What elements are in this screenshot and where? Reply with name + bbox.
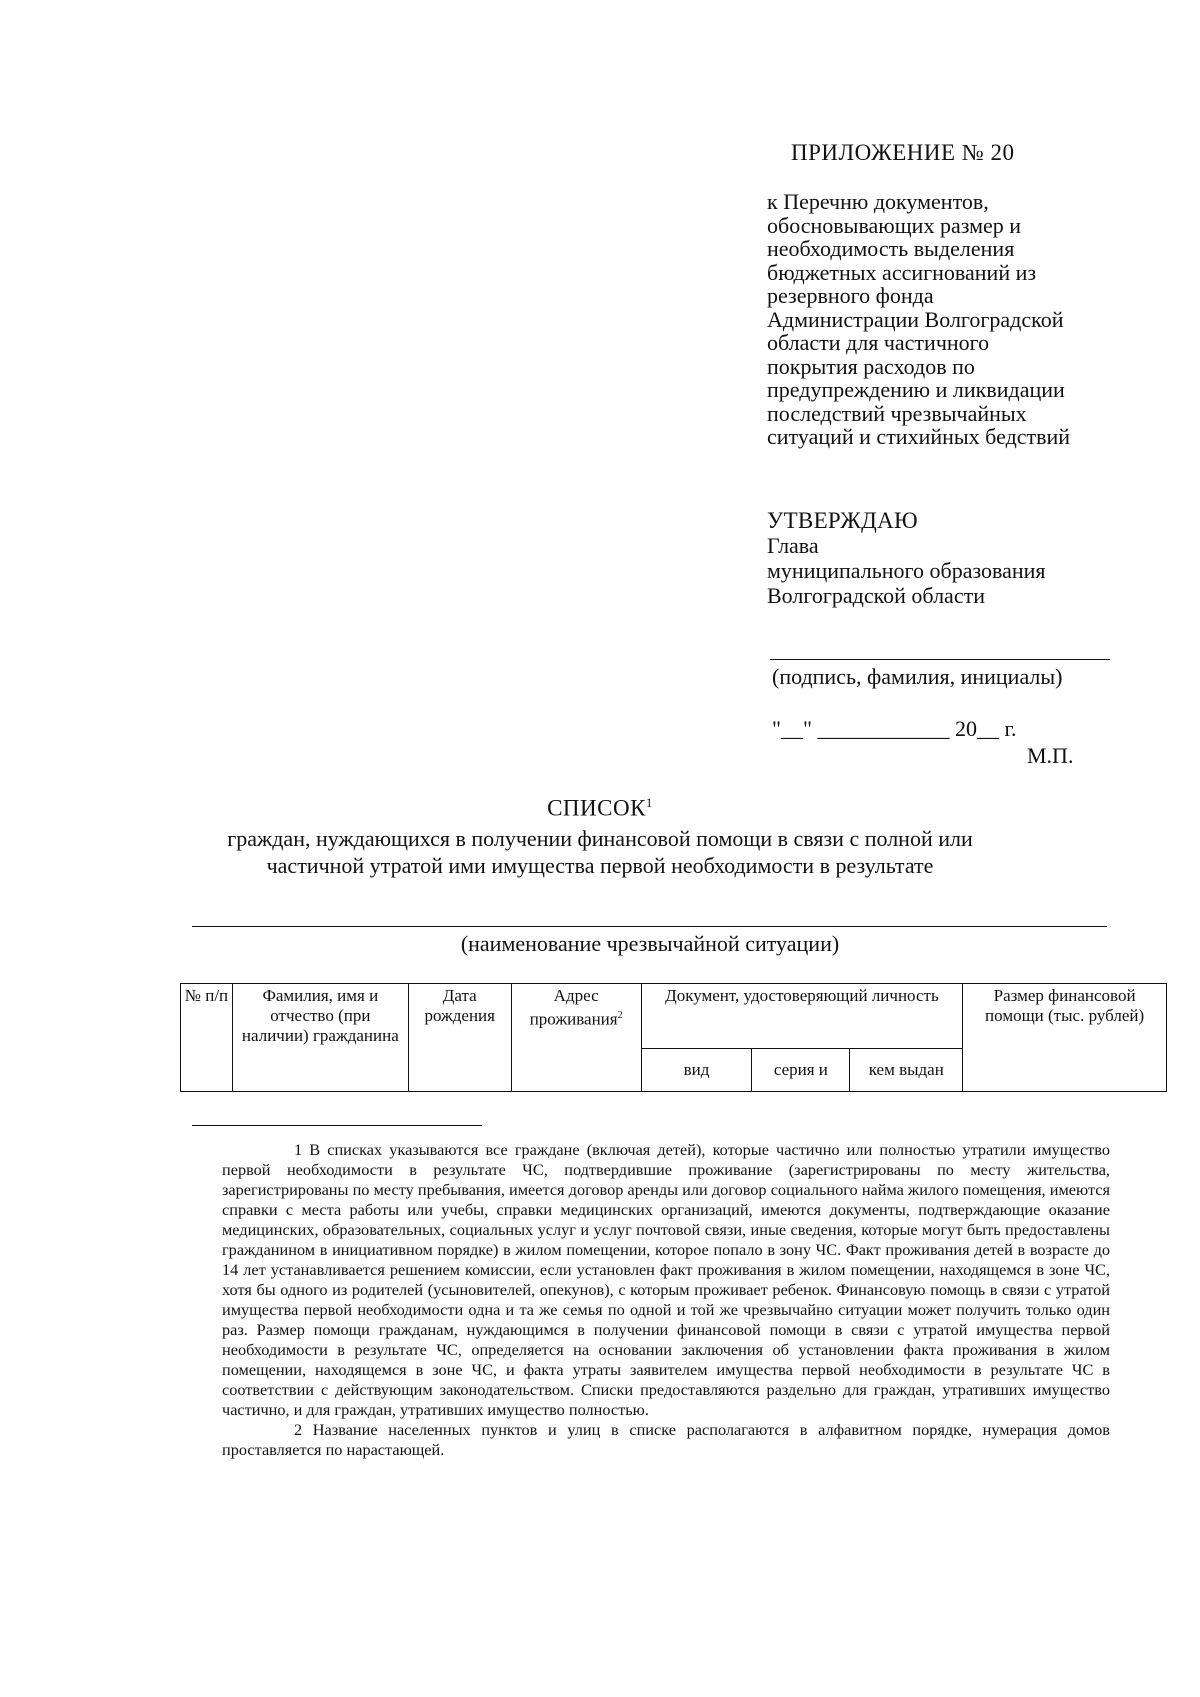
footnote-1: 1 В списках указываются все граждане (включая детей), которые частично или полностью утратили имущество первой необходимости в результате ЧС, подтвердившие проживание (зарегистрированы по месту жительства, зарегистрированы по месту пребывания, имеется договор аренды или договор социального найма жилого помещения, имеются справки с места работы или учебы, справки медицинских организаций, имеются документы, подтверждающие оказание медицинских, образовательных, социальных услуг и услуг почтовой связи, иные сведения, которые могут быть предоставлены гражданином в инициативном порядке) в жилом помещении, которое попало в зону ЧС. Факт проживания детей в возрасте до 14 лет устанавливается решением комиссии, если установлен факт проживания в жилом помещении, находящемся в зоне ЧС, хотя бы одного из родителей (усыновителей, опекунов), с которым проживает ребенок. Финансовую помощь в связи с утратой имущества первой необходимости одна и та же семья по одной и той же чрезвычайно ситуации может получить только один раз. Размер помощи гражданам, нуждающимся в получении финансовой помощи в связи с утратой имущества первой необходимости в результате ЧС, определяется на основании заключения об установлении факта проживания в жилом помещении, находящемся в зоне ЧС, и факта утраты заявителем имущества первой необходимости в результате ЧС в соответствии с действующим законодательством. Списки предоставляются раздельно для граждан, утративших имущество частично, и для граждан, утративших имущество полностью. — [222, 1140, 1110, 1419]
footnote-separator — [192, 1125, 482, 1126]
header-name: Фамилия, имя и отчество (при наличии) гражданина — [232, 984, 408, 1092]
approval-line: муниципального образования — [767, 558, 1046, 583]
annex-description-line: области для частичного — [767, 330, 990, 355]
header-address-text: Адрес проживания — [529, 986, 618, 1029]
list-title — [0, 795, 1200, 822]
annex-description — [767, 190, 1107, 449]
signature-caption: (подпись, фамилия, инициалы) — [772, 664, 1063, 689]
annex-description-line: последствий чрезвычайных — [767, 400, 1027, 426]
footnotes — [222, 1140, 1110, 1460]
header-document-series: серия и — [752, 1049, 850, 1092]
annex-description-line: резервного фонда — [767, 283, 934, 308]
list-subtitle — [0, 825, 1200, 879]
footnote-ref: 2 — [617, 1010, 623, 1021]
list-subtitle-line: частичной утратой ими имущества первой необходимости в результате — [266, 853, 934, 878]
seal-mark: М.П. — [1027, 743, 1074, 768]
annex-title: ПРИЛОЖЕНИЕ № 20 — [791, 140, 1015, 165]
approval-line: Волгоградской области — [767, 583, 985, 608]
header-document-issuer: кем выдан — [850, 1049, 963, 1092]
date-line: "__" ____________ 20__ г. — [772, 716, 1017, 741]
citizens-table — [180, 983, 1167, 1092]
emergency-caption: (наименование чрезвычайной ситуации) — [460, 931, 840, 956]
approval-block — [767, 508, 1046, 608]
annex-description-line: необходимость выделения — [767, 236, 1015, 261]
annex-description-line: к Перечню документов, — [767, 189, 989, 214]
annex-description-line: обосновывающих размер и — [767, 212, 1022, 238]
header-number: № п/п — [181, 984, 233, 1092]
approval-heading: УТВЕРЖДАЮ — [767, 508, 918, 533]
table-header-row — [181, 984, 1167, 1049]
list-subtitle-line: граждан, нуждающихся в получении финансовой помощи в связи с полной или — [227, 826, 973, 851]
list-title-text: СПИСОК — [547, 795, 646, 821]
header-birth-date: Дата рождения — [408, 984, 511, 1092]
emergency-name-line — [192, 926, 1107, 927]
approval-line: Глава — [767, 533, 819, 558]
signature-line — [770, 659, 1110, 660]
header-amount: Размер финансовой помощи (тыс. рублей) — [963, 984, 1167, 1092]
annex-description-line: бюджетных ассигнований из — [767, 259, 1037, 285]
header-identity-document: Документ, удостоверяющий личность — [641, 984, 963, 1049]
header-document-type: вид — [641, 1049, 752, 1092]
footnote-ref: 1 — [645, 795, 653, 810]
annex-description-line: Администрации Волгоградской — [767, 306, 1064, 332]
footnote-2: 2 Название населенных пунктов и улиц в списке располагаются в алфавитном порядке, нумерация домов проставляется по нарастающей. — [222, 1420, 1110, 1459]
annex-description-line: ситуаций и стихийных бедствий — [767, 424, 1071, 449]
header-address — [511, 984, 641, 1092]
annex-description-line: покрытия расходов по — [767, 353, 975, 379]
annex-description-line: предупреждению и ликвидации — [767, 377, 1065, 402]
